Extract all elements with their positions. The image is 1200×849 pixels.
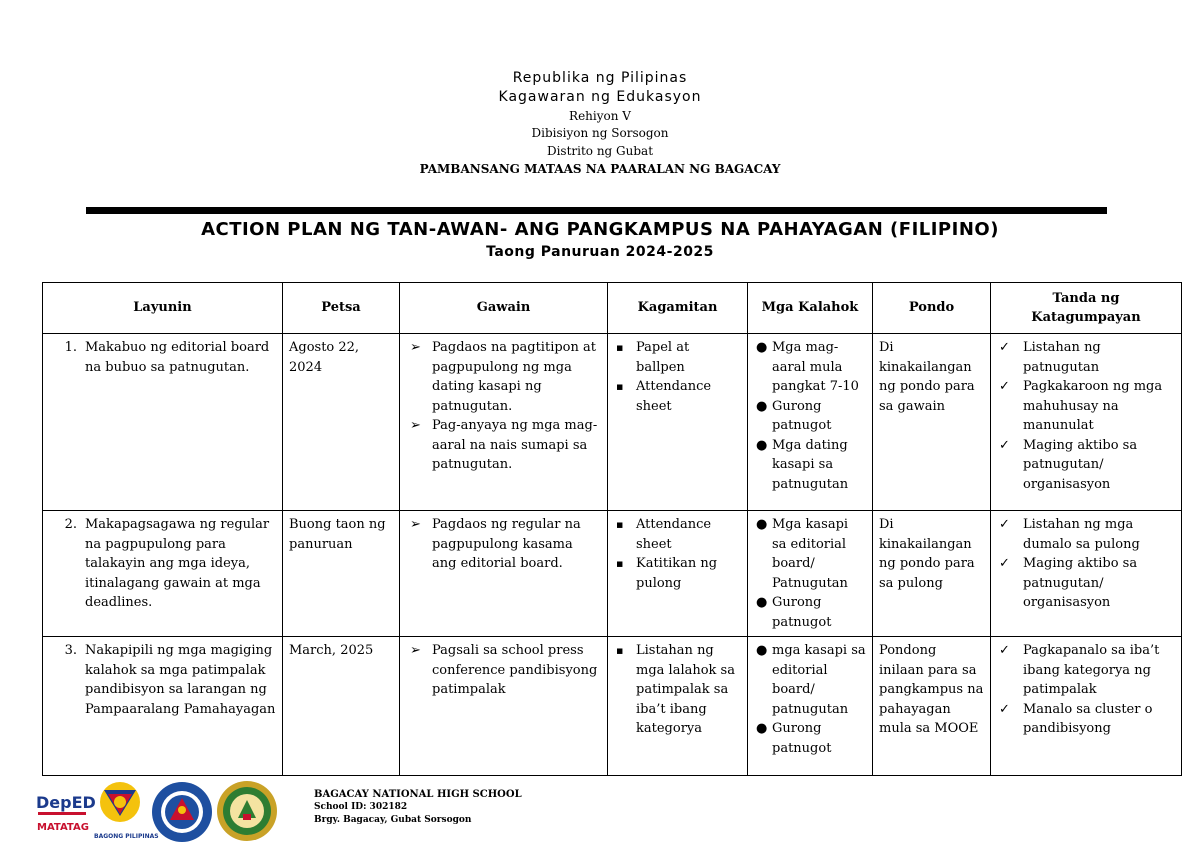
list-item: ▪ Katitikan ng pulong	[614, 554, 741, 593]
check-icon: ✓	[999, 556, 1010, 571]
list-item: ✓ Maging aktibo sa patnugutan/ organisasyon	[997, 436, 1175, 495]
square-bullet-icon: ▪	[616, 380, 624, 393]
check-icon: ✓	[999, 643, 1010, 658]
list-item: ✓ Maging aktibo sa patnugutan/ organisasyon	[997, 554, 1175, 613]
layunin-text: Makabuo ng editorial board na bubuo sa patnugutan.	[85, 340, 270, 375]
square-bullet-icon: ▪	[616, 518, 624, 531]
list-item: ● Gurong patnugot	[754, 593, 866, 632]
header-school: PAMBANSANG MATAAS NA PAARALAN NG BAGACAY	[419, 162, 781, 176]
list-item: ➢ Pag-anyaya ng mga mag-aaral na nais sumapi sa patnugutan.	[406, 416, 601, 475]
footer-school-id: School ID: 302182	[314, 802, 408, 812]
kalahok-cell	[748, 511, 873, 637]
kalahok-cell	[748, 637, 873, 776]
list-item: ● mga kasapi sa editorial board/ patnugutan	[754, 641, 866, 719]
gawain-cell	[400, 511, 608, 637]
check-icon: ✓	[999, 340, 1010, 355]
column-header: Mga Kalahok	[748, 283, 873, 334]
document-title: ACTION PLAN NG TAN-AWAN- ANG PANGKAMPUS NA PAHAYAGAN (FILIPINO)	[201, 219, 999, 240]
row-number: 3.	[64, 643, 77, 658]
dot-bullet-icon: ●	[756, 398, 768, 414]
dot-bullet-icon: ●	[756, 643, 768, 658]
column-header: Kagamitan	[608, 283, 748, 334]
list-item: ● Gurong patnugot	[754, 719, 866, 758]
square-bullet-icon: ▪	[616, 557, 624, 570]
row-number: 2.	[64, 517, 77, 532]
document-subtitle: Taong Panuruan 2024-2025	[486, 244, 714, 260]
table-header-row	[43, 283, 1182, 334]
kagamitan-cell	[608, 511, 748, 637]
header-republic: Republika ng Pilipinas	[512, 70, 688, 86]
header-department: Kagawaran ng Edukasyon	[498, 89, 702, 105]
layunin-cell	[43, 637, 283, 776]
gawain-cell	[400, 334, 608, 511]
column-header: Tanda ng Katagumpayan	[991, 283, 1182, 334]
list-item: ✓ Pagkapanalo sa iba’t ibang kategorya ng patimpalak	[997, 641, 1175, 700]
footer	[36, 778, 636, 844]
kagamitan-cell	[608, 637, 748, 776]
list-item: ✓ Listahan ng patnugutan	[997, 338, 1175, 377]
list-item: ▪ Papel at ballpen	[614, 338, 741, 377]
arrow-bullet-icon: ➢	[410, 517, 421, 532]
deped-matatag-logo	[36, 788, 96, 836]
division-seal-logo	[150, 780, 214, 844]
list-item: ✓ Manalo sa cluster o pandibisyong	[997, 700, 1175, 739]
school-seal-logo	[216, 778, 278, 844]
tanda-cell	[991, 511, 1182, 637]
list-item: ➢ Pagsali sa school press conference pandibisyong patimpalak	[406, 641, 601, 700]
list-item: ▪ Attendance sheet	[614, 515, 741, 554]
pondo-cell: Di kinakailangan ng pondo para sa pulong	[873, 511, 991, 637]
petsa-cell: March, 2025	[283, 637, 400, 776]
column-header: Layunin	[43, 283, 283, 334]
column-header: Pondo	[873, 283, 991, 334]
dot-bullet-icon: ●	[756, 517, 768, 532]
petsa-cell: Buong taon ng panuruan	[283, 511, 400, 637]
row-number: 1.	[64, 340, 77, 355]
header-district: Distrito ng Gubat	[546, 144, 654, 158]
list-item: ● Mga dating kasapi sa patnugutan	[754, 436, 866, 495]
list-item: ▪ Listahan ng mga lalahok sa patimpalak sa iba’t ibang kategorya	[614, 641, 741, 739]
matatag-logo-text: MATATAG	[37, 822, 89, 833]
square-bullet-icon: ▪	[616, 341, 624, 354]
table-row	[43, 637, 1182, 776]
school-address-block	[314, 788, 522, 827]
kagamitan-cell	[608, 334, 748, 511]
column-header: Gawain	[400, 283, 608, 334]
dot-bullet-icon: ●	[756, 340, 768, 355]
list-item: ✓ Listahan ng mga dumalo sa pulong	[997, 515, 1175, 554]
layunin-cell	[43, 511, 283, 637]
bagong-pilipinas-logo	[94, 780, 159, 842]
list-item: ● Mga mag-aaral mula pangkat 7-10	[754, 338, 866, 397]
deped-logo-text: DepED	[36, 793, 96, 812]
column-header: Petsa	[283, 283, 400, 334]
list-item: ● Mga kasapi sa editorial board/ Patnugutan	[754, 515, 866, 593]
list-item: ● Gurong patnugot	[754, 397, 866, 436]
arrow-bullet-icon: ➢	[410, 340, 421, 355]
tanda-cell	[991, 334, 1182, 511]
dot-bullet-icon: ●	[756, 595, 768, 610]
gawain-cell	[400, 637, 608, 776]
arrow-bullet-icon: ➢	[410, 643, 421, 658]
header-region: Rehiyon V	[569, 109, 631, 123]
check-icon: ✓	[999, 379, 1010, 394]
header-divider	[86, 207, 1107, 214]
dot-bullet-icon: ●	[756, 721, 768, 736]
action-plan-table	[42, 282, 1182, 776]
dot-bullet-icon: ●	[756, 437, 768, 453]
header-division: Dibisiyon ng Sorsogon	[531, 126, 669, 140]
list-item: ➢ Pagdaos ng regular na pagpupulong kasama ang editorial board.	[406, 515, 601, 574]
check-icon: ✓	[999, 437, 1010, 453]
arrow-bullet-icon: ➢	[410, 418, 421, 433]
list-item: ✓ Pagkakaroon ng mga mahuhusay na manunulat	[997, 377, 1175, 436]
list-item: ▪ Attendance sheet	[614, 377, 741, 416]
table-row	[43, 511, 1182, 637]
pondo-cell: Pondong inilaan para sa pangkampus na pahayagan mula sa MOOE	[873, 637, 991, 776]
layunin-text: Nakapipili ng mga magiging kalahok sa mga patimpalak pandibisyon sa larangan ng Pampaaralang Pamahayagan	[85, 643, 276, 717]
check-icon: ✓	[999, 701, 1010, 717]
petsa-cell: Agosto 22, 2024	[283, 334, 400, 511]
check-icon: ✓	[999, 517, 1010, 532]
bagong-pilipinas-text: BAGONG PILIPINAS	[94, 833, 159, 840]
square-bullet-icon: ▪	[616, 644, 624, 657]
tanda-cell	[991, 637, 1182, 776]
list-item: ➢ Pagdaos na pagtitipon at pagpupulong ng mga dating kasapi ng patnugutan.	[406, 338, 601, 416]
pondo-cell: Di kinakailangan ng pondo para sa gawain	[873, 334, 991, 511]
kalahok-cell	[748, 334, 873, 511]
table-row	[43, 334, 1182, 511]
footer-school-name: BAGACAY NATIONAL HIGH SCHOOL	[314, 789, 522, 800]
layunin-cell	[43, 334, 283, 511]
layunin-text: Makapagsagawa ng regular na pagpupulong para talakayin ang mga ideya, itinalagang gawain at mga deadlines.	[85, 517, 270, 610]
footer-address: Brgy. Bagacay, Gubat Sorsogon	[314, 815, 472, 825]
